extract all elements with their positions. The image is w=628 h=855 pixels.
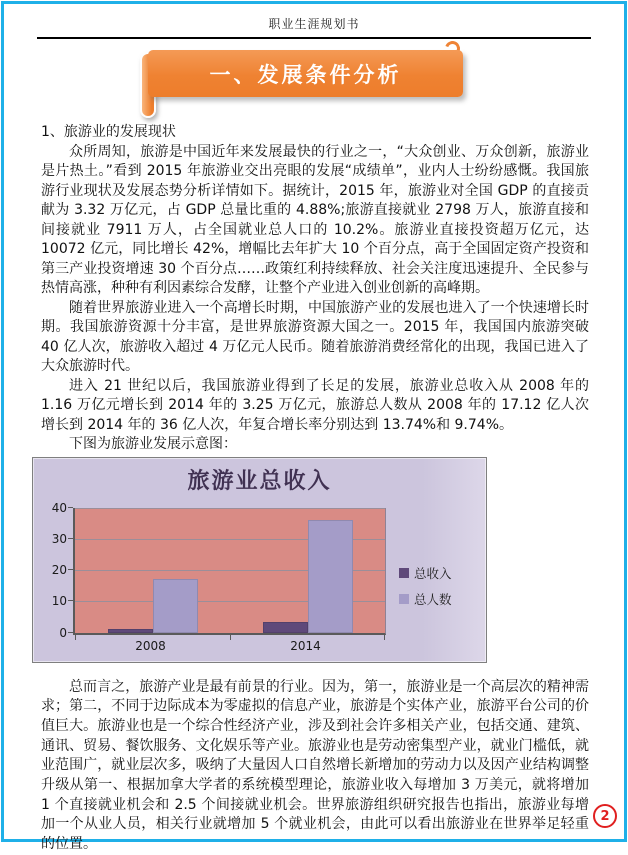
y-tick-label: 20 — [51, 563, 67, 577]
subsection-heading: 1、旅游业的发展现状 — [41, 124, 176, 140]
chart-legend — [399, 564, 452, 616]
chart-bar-总收入-2008 — [108, 629, 153, 633]
closing-paragraph: 总而言之，旅游产业是最有前景的行业。因为，第一，旅游业是一个高层次的精神需求；第二，不同于边际成本为零虚拟的信息产业，旅游是个实体产业，旅游平台公司的价值巨大。旅游业也是一个综合性经济产业，涉及到社会许多相关产业，包括交通、建筑、通讯、贸易、餐饮服务、文化娱乐等产业。旅游业也是劳动密集型产业，就业门槛低，就业范围广，就业层次多，吸纳了大量因人口自然增长新增加的劳动力以及因产业结构调整升级从第一、根据加拿大学者的系统模型理论，旅游业收入每增加 3 万美元，就将增加 1 个直接就业机会和 2.5 个间接就业机会。世界旅游组织研究报告也指出，旅游业每增加一个从业人员，相关行业就增加 5 个就业机会，由此可以看出旅游业在世界举足轻重的位置。 — [41, 678, 589, 853]
chart-title: 旅游业总收入 — [187, 467, 332, 494]
x-tick-mark — [384, 635, 385, 640]
chart-bar-总人数-2014 — [308, 520, 353, 633]
page-number-badge: 2 — [593, 804, 617, 828]
paragraph: 随着世界旅游业进入一个高增长时期，中国旅游产业的发展也进入了一个快速增长时期。我国旅游资源十分丰富，是世界旅游资源大国之一。2015 年，我国国内旅游突破 40 亿人次，旅游收入超过 4 万亿元人民币。随着旅游消费经常化的出现，我国已进入了大众旅游时代。 — [41, 299, 589, 374]
chart-y-axis — [33, 500, 69, 640]
x-tick-label: 2008 — [135, 638, 166, 653]
section-banner — [4, 39, 624, 123]
y-tick-label: 30 — [51, 531, 67, 546]
chart-plot — [73, 508, 386, 635]
body-text — [41, 123, 589, 455]
y-tick-label: 40 — [51, 500, 67, 515]
section-title: 一、发展条件分析 — [209, 62, 402, 87]
header-title: 职业生涯规划书 — [268, 17, 360, 31]
legend-label-总收入: 总收入 — [414, 565, 452, 581]
legend-swatch-总人数 — [399, 594, 409, 604]
chart-x-axis — [73, 639, 383, 655]
legend-entry-总人数 — [399, 590, 452, 608]
chart-bar-总收入-2014 — [263, 622, 308, 632]
legend-entry-总收入 — [399, 564, 452, 582]
chart-caption: 下图为旅游业发展示意图： — [69, 436, 237, 452]
bar-chart — [32, 457, 487, 663]
chart-gridline — [75, 508, 385, 509]
legend-swatch-总收入 — [399, 568, 409, 578]
paragraph: 众所周知，旅游是中国近年来发展最快的行业之一，“大众创业、万众创新，旅游业是片热土。”看到 2015 年旅游业交出亮眼的发展“成绩单”，业内人士纷纷感慨。我国旅游行业现状及发展态势分析详情如下。据统计，2015 年，旅游业对全国 GDP 的直接贡献为 3.32 万亿元，占 GDP 总量比重的 4.88%;旅游直接就业 2798 万人，旅游直接和间接就业 7911 万人，占全国就业总人口的 10.2%。旅游业直接投资超万亿元，达 10072 亿元，同比增长 42%，增幅比去年扩大 10 个百分点，高于全国固定资产投资和第三产业投资增速 30 个百分点……政策红利持续释放、社会关注度迅速提升、全民参与热情高涨，种种有利因素综合发酵，让整个产业进入创业创新的高峰期。 — [41, 143, 589, 296]
x-tick-label: 2014 — [290, 638, 321, 653]
y-tick-label: 0 — [59, 625, 67, 640]
y-tick-label: 10 — [51, 594, 67, 609]
chart-bar-总人数-2008 — [153, 579, 198, 633]
paragraph: 进入 21 世纪以后，我国旅游业得到了长足的发展，旅游业总收入从 2008 年的 1.16 万亿元增长到 2014 年的 3.25 万亿元，旅游总人数从 2008 年的 17.12 亿人次增长到 2014 年的 36 亿人次，年复合增长率分别达到 13.74%和 9.74%。 — [41, 377, 589, 433]
legend-label-总人数: 总人数 — [414, 591, 452, 607]
banner-plate — [148, 50, 463, 97]
document-page — [1, 1, 627, 853]
